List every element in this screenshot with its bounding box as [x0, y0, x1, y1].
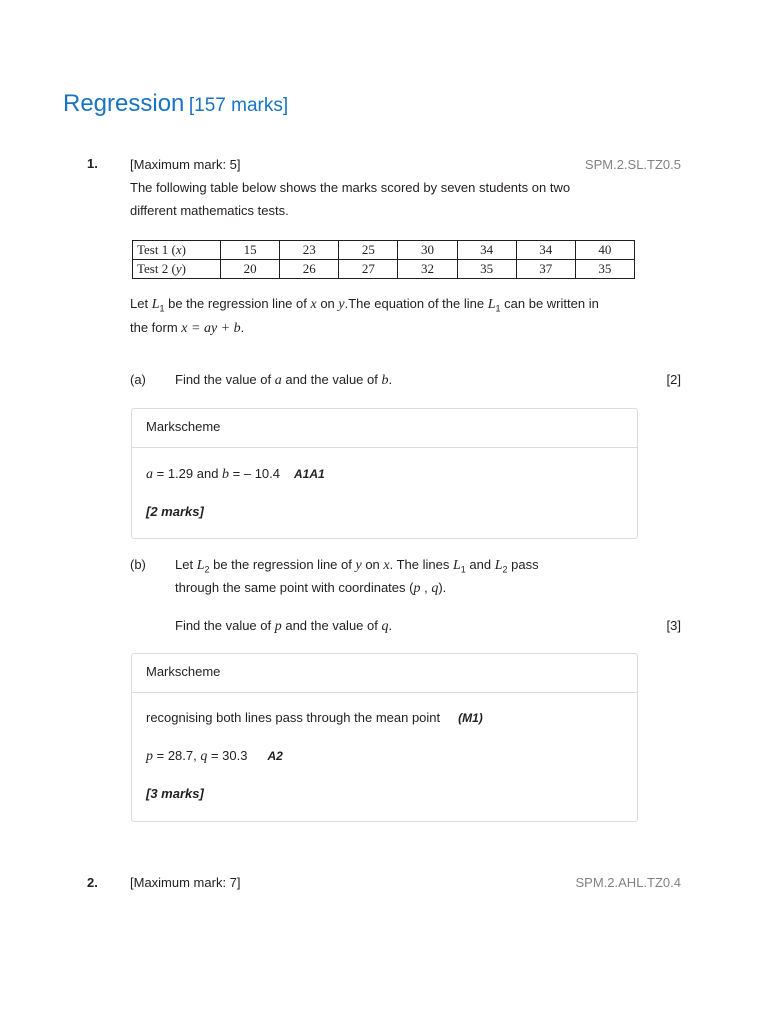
table-cell: 35 [575, 260, 634, 279]
part-b-line-1: Let $L_2$ be the regression line of y on x. The lines $L_1$ and $L_2$ pass [175, 557, 539, 575]
mark-tag: (M1) [458, 711, 483, 725]
part-b-question: Find the value of p and the value of q. [175, 618, 393, 634]
section-title-text: Regression [63, 90, 185, 117]
table-row [133, 241, 635, 260]
question-2-max-mark: [Maximum mark: 7] [130, 875, 241, 890]
question-1-code: SPM.2.SL.TZ0.5 [584, 157, 681, 172]
markscheme-header: Markscheme [132, 654, 637, 693]
part-a-answer: a = 1.29 and b = – 10.4 A1A1 [146, 466, 325, 482]
marks-table [132, 240, 635, 279]
part-a-markscheme [131, 408, 638, 539]
question-1-intro-line-1: The following table below shows the marks scored by seven students on two [130, 180, 571, 195]
row-header-test-2: Test 2 (y) [133, 260, 221, 279]
table-row [133, 260, 635, 279]
table-cell: 35 [457, 260, 516, 279]
table-cell: 26 [280, 260, 339, 279]
table-cell: 37 [516, 260, 575, 279]
part-b-answer: p = 28.7, q = 30.3 A2 [146, 748, 283, 764]
question-2-code: SPM.2.AHL.TZ0.4 [575, 875, 681, 890]
table-cell: 34 [457, 241, 516, 260]
question-2-number: 2. [87, 875, 98, 890]
table-cell: 34 [516, 241, 575, 260]
part-b-line-2: through the same point with coordinates (p , q). [175, 580, 447, 596]
part-a-label: (a) [130, 372, 146, 387]
table-cell: 32 [398, 260, 457, 279]
part-a-total-marks: [2 marks] [146, 504, 204, 519]
question-1-intro-line-2: different mathematics tests. [130, 203, 289, 218]
section-title [63, 90, 288, 118]
question-1-max-mark: [Maximum mark: 5] [130, 157, 241, 172]
question-1-stem-line-1: Let $L_1$ be the regression line of x on y.The equation of the line $L_1$ can be written in [130, 296, 599, 314]
section-total-marks: [157 marks] [188, 95, 289, 116]
table-cell: 27 [339, 260, 398, 279]
question-1-stem-line-2: the form x = ay + b. [130, 320, 245, 336]
table-cell: 20 [221, 260, 280, 279]
part-a-question: Find the value of a and the value of b. [175, 372, 393, 388]
table-cell: 15 [221, 241, 280, 260]
row-header-test-1: Test 1 (x) [133, 241, 221, 260]
table-cell: 30 [398, 241, 457, 260]
mark-tag: A2 [267, 749, 283, 763]
table-cell: 40 [575, 241, 634, 260]
table-cell: 25 [339, 241, 398, 260]
part-b-total-marks: [3 marks] [146, 786, 204, 801]
question-1-number: 1. [87, 156, 98, 171]
table-cell: 23 [280, 241, 339, 260]
part-b-method-line: recognising both lines pass through the mean point (M1) [146, 710, 483, 725]
markscheme-header: Markscheme [132, 409, 637, 448]
part-b-markscheme [131, 653, 638, 822]
part-a-marks: [2] [666, 372, 681, 387]
part-b-marks: [3] [666, 618, 681, 633]
mark-tag: A1A1 [294, 467, 325, 481]
part-b-label: (b) [130, 557, 146, 572]
